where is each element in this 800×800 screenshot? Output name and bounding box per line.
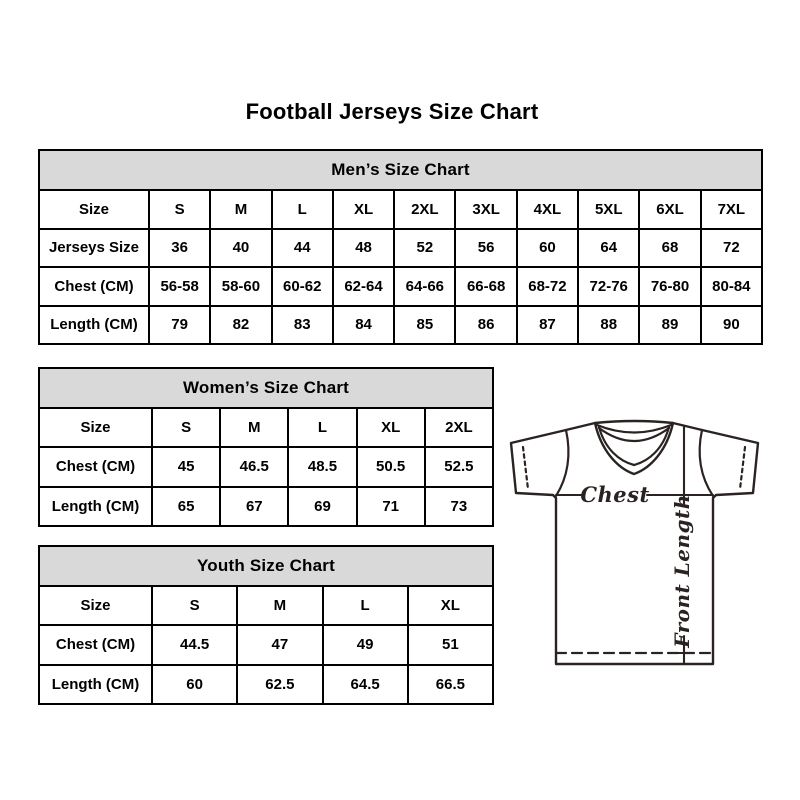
size-column-header: 2XL (394, 190, 455, 229)
size-column-header: 4XL (517, 190, 578, 229)
row-label-header: Size (39, 408, 152, 447)
size-header-row (39, 408, 493, 447)
cell-value: 47 (237, 625, 322, 664)
womens-size-table-grid (38, 367, 494, 527)
table-row (39, 447, 493, 486)
size-column-header: 5XL (578, 190, 639, 229)
cell-value: 67 (220, 487, 288, 526)
cell-value: 58-60 (210, 267, 271, 306)
cell-value: 83 (272, 306, 333, 345)
cell-value: 52.5 (425, 447, 493, 486)
size-column-header: 2XL (425, 408, 493, 447)
cell-value: 85 (394, 306, 455, 345)
cell-value: 66.5 (408, 665, 493, 704)
cell-value: 69 (288, 487, 356, 526)
cell-value: 90 (701, 306, 762, 345)
row-label: Chest (CM) (39, 267, 149, 306)
mens-size-table (38, 149, 763, 345)
size-column-header: XL (333, 190, 394, 229)
cell-value: 73 (425, 487, 493, 526)
size-column-header: S (152, 408, 220, 447)
row-label: Length (CM) (39, 665, 152, 704)
cell-value: 44.5 (152, 625, 237, 664)
size-column-header: 7XL (701, 190, 762, 229)
table-row (39, 267, 762, 306)
table-title-row (39, 368, 493, 408)
table-row (39, 625, 493, 664)
page-title: Football Jerseys Size Chart (245, 99, 539, 124)
cell-value: 68-72 (517, 267, 578, 306)
cell-value: 46.5 (220, 447, 288, 486)
size-column-header: XL (408, 586, 493, 625)
cell-value: 60 (517, 229, 578, 268)
cell-value: 48 (333, 229, 394, 268)
cell-value: 64 (578, 229, 639, 268)
size-column-header: L (323, 586, 408, 625)
cell-value: 64-66 (394, 267, 455, 306)
table-row (39, 306, 762, 345)
cell-value: 40 (210, 229, 271, 268)
table-title: Men’s Size Chart (39, 150, 762, 190)
cell-value: 88 (578, 306, 639, 345)
chest-label: Chest (580, 482, 650, 507)
cell-value: 79 (149, 306, 210, 345)
cell-value: 64.5 (323, 665, 408, 704)
row-label: Length (CM) (39, 487, 152, 526)
mens-size-table-grid (38, 149, 763, 345)
row-label: Chest (CM) (39, 625, 152, 664)
row-label: Jerseys Size (39, 229, 149, 268)
size-column-header: S (152, 586, 237, 625)
cell-value: 86 (455, 306, 516, 345)
size-column-header: S (149, 190, 210, 229)
cell-value: 60-62 (272, 267, 333, 306)
row-label: Chest (CM) (39, 447, 152, 486)
size-column-header: M (237, 586, 322, 625)
cell-value: 50.5 (357, 447, 425, 486)
cell-value: 76-80 (639, 267, 700, 306)
cell-value: 60 (152, 665, 237, 704)
cell-value: 62-64 (333, 267, 394, 306)
cell-value: 56-58 (149, 267, 210, 306)
youth-size-table (38, 545, 494, 705)
size-column-header: M (210, 190, 271, 229)
table-row (39, 487, 493, 526)
table-row (39, 665, 493, 704)
jersey-diagram-svg (495, 405, 780, 690)
cell-value: 71 (357, 487, 425, 526)
cell-value: 80-84 (701, 267, 762, 306)
table-title-row (39, 150, 762, 190)
cell-value: 36 (149, 229, 210, 268)
table-title-row (39, 546, 493, 586)
cell-value: 89 (639, 306, 700, 345)
womens-size-table (38, 367, 494, 527)
front-length-label: Front Length (670, 494, 694, 648)
cell-value: 68 (639, 229, 700, 268)
cell-value: 72-76 (578, 267, 639, 306)
table-title: Women’s Size Chart (39, 368, 493, 408)
jersey-outline (511, 421, 758, 664)
cell-value: 87 (517, 306, 578, 345)
size-column-header: L (288, 408, 356, 447)
size-header-row (39, 190, 762, 229)
cell-value: 44 (272, 229, 333, 268)
table-row (39, 229, 762, 268)
youth-size-table-grid (38, 545, 494, 705)
cell-value: 49 (323, 625, 408, 664)
size-column-header: 3XL (455, 190, 516, 229)
cell-value: 66-68 (455, 267, 516, 306)
table-title: Youth Size Chart (39, 546, 493, 586)
row-label-header: Size (39, 586, 152, 625)
jersey-measurement-diagram (495, 405, 780, 690)
size-column-header: 6XL (639, 190, 700, 229)
size-column-header: L (272, 190, 333, 229)
cell-value: 82 (210, 306, 271, 345)
cell-value: 62.5 (237, 665, 322, 704)
row-label: Length (CM) (39, 306, 149, 345)
cell-value: 84 (333, 306, 394, 345)
cell-value: 48.5 (288, 447, 356, 486)
cell-value: 65 (152, 487, 220, 526)
row-label-header: Size (39, 190, 149, 229)
cell-value: 51 (408, 625, 493, 664)
cell-value: 52 (394, 229, 455, 268)
size-column-header: XL (357, 408, 425, 447)
size-column-header: M (220, 408, 288, 447)
cell-value: 56 (455, 229, 516, 268)
cell-value: 45 (152, 447, 220, 486)
size-header-row (39, 586, 493, 625)
cell-value: 72 (701, 229, 762, 268)
